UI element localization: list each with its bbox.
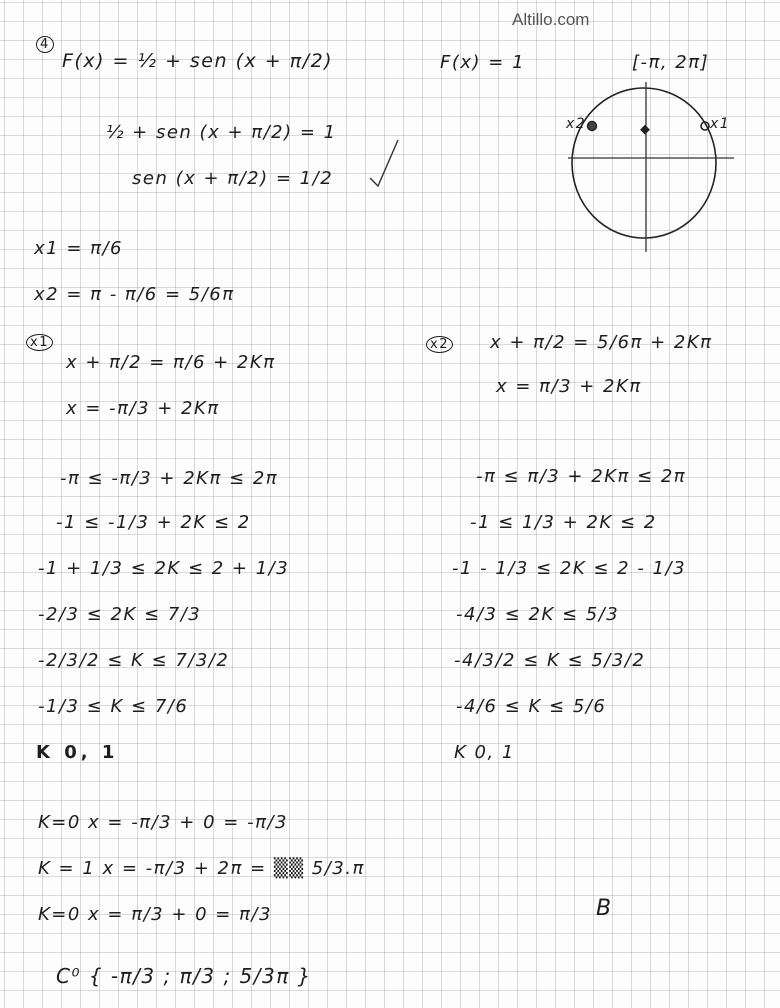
case-x1-marker bbox=[26, 330, 53, 351]
answer-letter: B bbox=[596, 896, 613, 921]
case-x2-line: x + π/2 = 5/6π + 2Kπ bbox=[490, 332, 713, 353]
case-x2-line: -4/3 ≤ 2K ≤ 5/3 bbox=[456, 604, 620, 625]
case-x2-line: -1 ≤ 1/3 + 2K ≤ 2 bbox=[470, 512, 657, 533]
case-x2-circle: x2 bbox=[426, 336, 453, 353]
case-x2-k-values: K 0, 1 bbox=[454, 742, 515, 763]
interval: [-π, 2π] bbox=[632, 52, 710, 73]
case-x1-k-values: K 0, 1 bbox=[36, 742, 119, 763]
case-x2-line: -π ≤ π/3 + 2Kπ ≤ 2π bbox=[476, 466, 687, 487]
case-x1-line: -1 ≤ -1/3 + 2K ≤ 2 bbox=[56, 512, 251, 533]
watermark: Altillo.com bbox=[512, 10, 590, 29]
base-solution-x2: x2 = π - π/6 = 5/6π bbox=[34, 284, 235, 305]
case-x1-line: -2/3/2 ≤ K ≤ 7/3/2 bbox=[38, 650, 230, 671]
case-x2-marker bbox=[426, 332, 453, 353]
function-definition: F(x) = ½ + sen (x + π/2) bbox=[62, 50, 334, 72]
result-line: K=0 x = -π/3 + 0 = -π/3 bbox=[38, 812, 288, 833]
case-x1-line: -1 + 1/3 ≤ 2K ≤ 2 + 1/3 bbox=[38, 558, 290, 579]
case-x1-line: x + π/2 = π/6 + 2Kπ bbox=[66, 352, 276, 373]
case-x1-circle: x1 bbox=[26, 334, 53, 351]
equation-step-2: sen (x + π/2) = 1/2 bbox=[132, 168, 334, 189]
result-line: K=0 x = π/3 + 0 = π/3 bbox=[38, 904, 272, 925]
x2-point bbox=[588, 122, 597, 131]
equation-step-1: ½ + sen (x + π/2) = 1 bbox=[106, 122, 337, 143]
case-x2-line: -1 - 1/3 ≤ 2K ≤ 2 - 1/3 bbox=[452, 558, 687, 579]
case-x1-line: -π ≤ -π/3 + 2Kπ ≤ 2π bbox=[60, 468, 279, 489]
condition: F(x) = 1 bbox=[440, 52, 526, 73]
case-x1-line: -2/3 ≤ 2K ≤ 7/3 bbox=[38, 604, 202, 625]
case-x2-line: -4/3/2 ≤ K ≤ 5/3/2 bbox=[454, 650, 646, 671]
base-solution-x1: x1 = π/6 bbox=[34, 238, 123, 259]
result-line: K = 1 x = -π/3 + 2π = ▒▒ 5/3.π bbox=[38, 858, 365, 879]
center-point bbox=[640, 125, 650, 135]
exercise-number-circle: 4 bbox=[36, 36, 54, 53]
final-solution-set: C⁰ { -π/3 ; π/3 ; 5/3π } bbox=[56, 964, 312, 988]
case-x2-line: x = π/3 + 2Kπ bbox=[496, 376, 642, 397]
unit-circle bbox=[572, 88, 716, 238]
check-mark bbox=[370, 140, 398, 186]
x1-label: x1 bbox=[710, 116, 731, 132]
case-x1-line: -1/3 ≤ K ≤ 7/6 bbox=[38, 696, 189, 717]
case-x1-line: x = -π/3 + 2Kπ bbox=[66, 398, 220, 419]
x2-label: x2 bbox=[566, 116, 587, 132]
case-x2-line: -4/6 ≤ K ≤ 5/6 bbox=[456, 696, 607, 717]
